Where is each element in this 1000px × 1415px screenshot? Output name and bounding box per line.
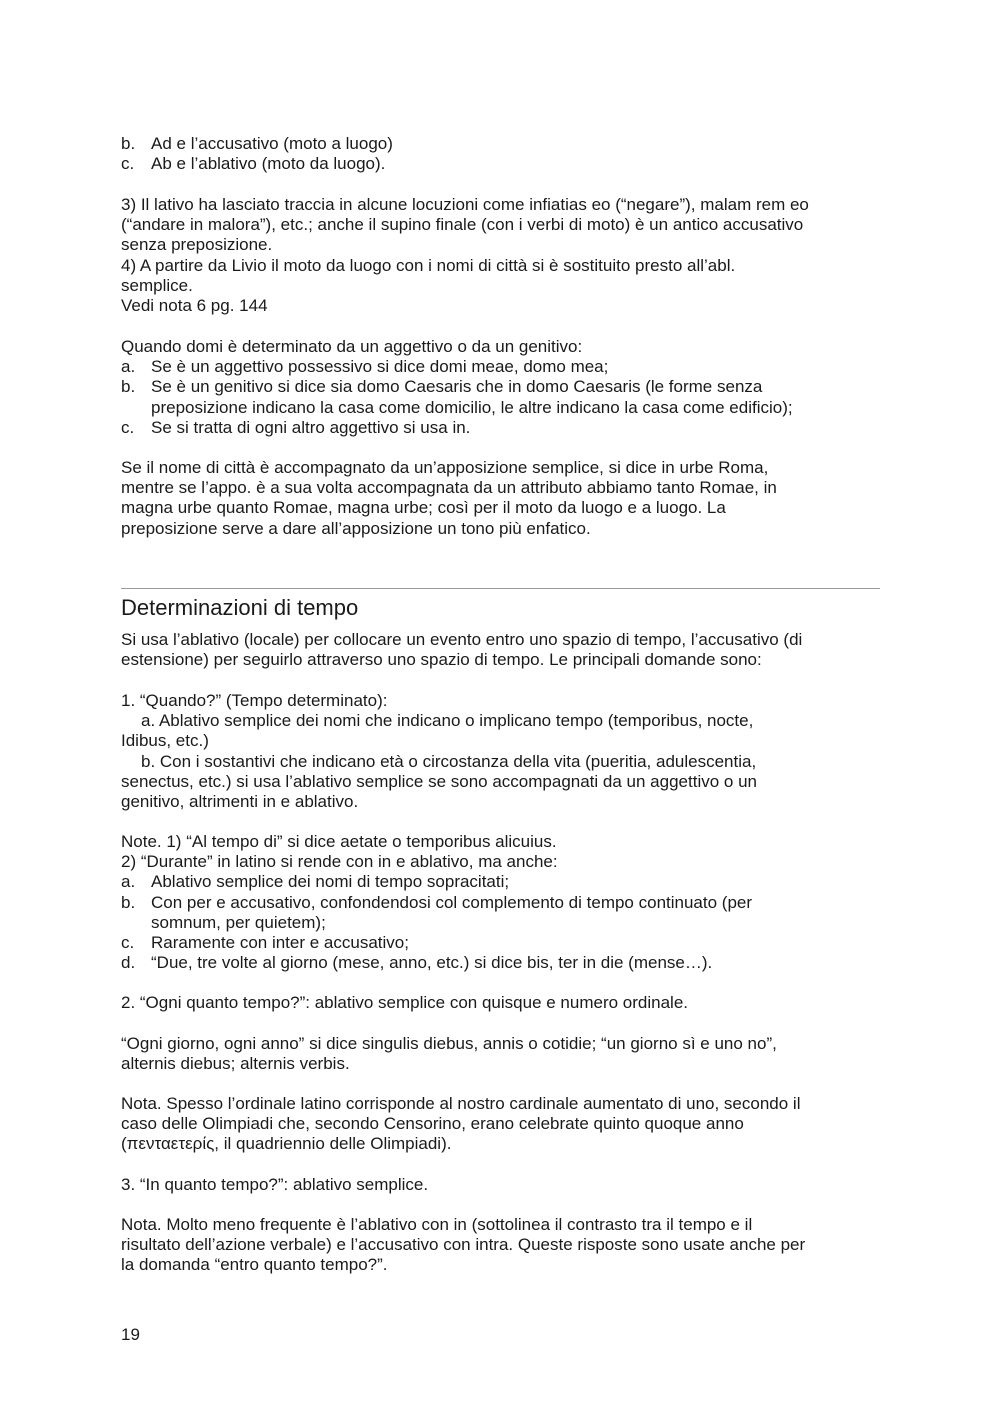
tempo-intro: Si usa l’ablativo (locale) per collocare un evento entro uno spazio di tempo, l’accusativo (di estensione) per seguirlo attraverso uno spazio di tempo. Le principali domande sono: (121, 630, 803, 670)
list-item: c. Se si tratta di ogni altro aggettivo si usa in. (121, 417, 471, 437)
note-durante: Note. 1) “Al tempo di” si dice aetate o temporibus alicuius. 2) “Durante” in latino si rende con in e ablativo, ma anche: a. Ablativo semplice dei nomi di tempo sopracitati; b. Con per e accusativo, confondendosi col complemento di tempo continuato (per somnum, per quietem); c. Raramente con inter e accusativo; d. “Due, tre volte al giorno (mese, anno, etc.) si dice bis, ter in die (mense…). (121, 832, 881, 973)
nota-ordinale-paragraph: Nota. Spesso l’ordinale latino corrisponde al nostro cardinale aumentato di uno, secondo il caso delle Olimpiadi che, secondo Censorino, erano celebrate quinto quoque anno (πενταετερίς, il quadriennio delle Olimpiadi). (121, 1094, 801, 1154)
ogni-quanto-paragraph: 2. “Ogni quanto tempo?”: ablativo semplice con quisque e numero ordinale. (121, 993, 689, 1012)
section-divider (121, 588, 880, 589)
moto-list (121, 134, 881, 174)
list-item: a. Ablativo semplice dei nomi di tempo sopracitati; (121, 872, 510, 892)
list-item: b. Con per e accusativo, confondendosi col complemento di tempo continuato (per (121, 892, 753, 912)
list-item: b. Se è un genitivo si dice sia domo Caesaris che in domo Caesaris (le forme senza (121, 377, 763, 397)
nota-intra-paragraph: Nota. Molto meno frequente è l’ablativo con in (sottolinea il contrasto tra il tempo e il risultato dell’azione verbale) e l’accusativo con intra. Queste risposte sono usate anche per la domanda “entro quanto tempo?”. (121, 1215, 806, 1275)
list-item: a. Se è un aggettivo possessivo si dice domi meae, domo mea; (121, 357, 609, 377)
in-quanto-paragraph: 3. “In quanto tempo?”: ablativo semplice. (121, 1175, 429, 1194)
page-number: 19 (121, 1325, 140, 1344)
quando-section: 1. “Quando?” (Tempo determinato): a. Ablativo semplice dei nomi che indicano o implicano tempo (temporibus, nocte, Idibus, etc.) b. Con i sostantivi che indicano età o circostanza della vita (pueritia, adulescentia, senectus, etc.) si usa l’ablativo semplice se sono accompagnati da un aggettivo o un genitivo, altrimenti in e ablativo. (121, 691, 757, 812)
citta-paragraph: Se il nome di città è accompagnato da un’apposizione semplice, si dice in urbe Roma, mentre se l’appo. è a sua volta accompagnata da un attributo abbiamo tanto Romae, in magna urbe quanto Romae, magna urbe; così per il moto da luogo e a luogo. La preposizione serve a dare all’apposizione un tono più enfatico. (121, 458, 777, 538)
list-item: d. “Due, tre volte al giorno (mese, anno, etc.) si dice bis, ter in die (mense…). (121, 953, 713, 973)
list-item: c. Raramente con inter e accusativo; (121, 933, 409, 953)
list-item: b. Ad e l’accusativo (moto a luogo) (121, 134, 393, 153)
list-item: c. Ab e l’ablativo (moto da luogo). (121, 154, 386, 174)
domi-paragraph: Quando domi è determinato da un aggettivo o da un genitivo: a. Se è un aggettivo possessivo si dice domi meae, domo mea; b. Se è un genitivo si dice sia domo Caesaris che in domo Caesaris (le forme senza preposizione indicano la casa come domicilio, le altre indicano la casa come edificio); c. Se si tratta di ogni altro aggettivo si usa in. (121, 337, 881, 438)
section-heading: Determinazioni di tempo (121, 595, 359, 620)
ogni-giorno-paragraph: “Ogni giorno, ogni anno” si dice singulis diebus, annis o cotidie; “un giorno sì e uno no”, alternis diebus; alternis verbis. (121, 1034, 777, 1074)
notes-paragraph: 3) Il lativo ha lasciato traccia in alcune locuzioni come infiatias eo (“negare”), malam rem eo (“andare in malora”), etc.; anche il supino finale (con i verbi di moto) è un antico accusativo senza preposizione. 4) A partire da Livio il moto da luogo con i nomi di città si è sostituito presto all’abl. semplice. Vedi nota 6 pg. 144 (121, 195, 809, 316)
